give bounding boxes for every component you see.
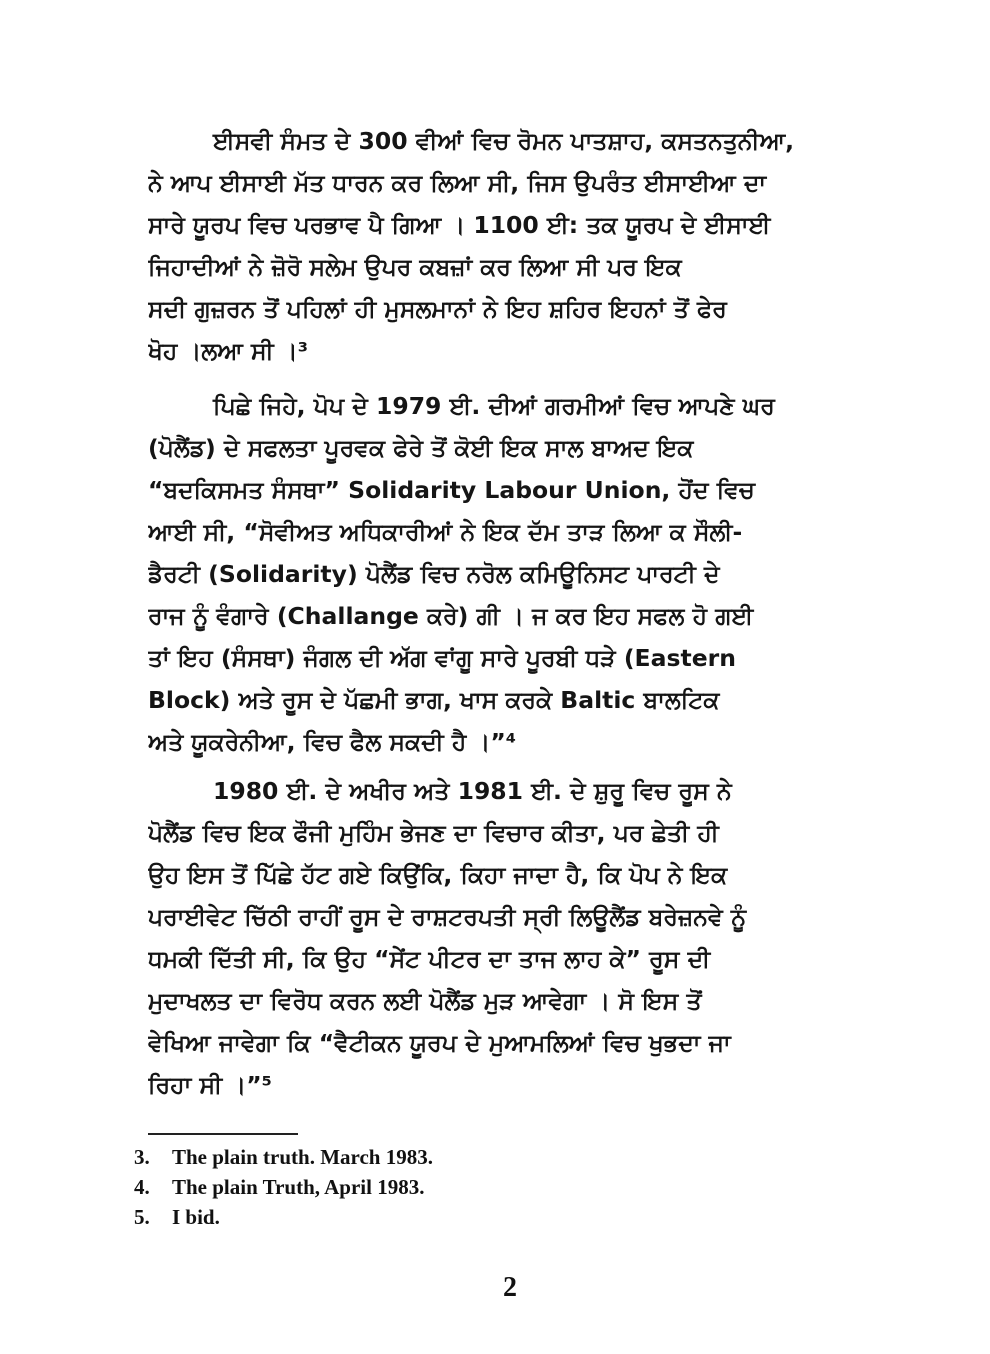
text-line: ਸਦੀ ਗੁਜ਼ਰਨ ਤੋਂ ਪਹਿਲਾਂ ਹੀ ਮੁਸਲਮਾਨਾਂ ਨੇ ਇਹ ਸ਼ਹਿਰ ਇਹਨਾਂ ਤੋਂ ਫੇਰ [148, 295, 727, 323]
page-number: 2 [503, 1272, 517, 1303]
text-line: Block) ਅਤੇ ਰੂਸ ਦੇ ਪੱਛਮੀ ਭਾਗ, ਖਾਸ ਕਰਕੇ Baltic ਬਾਲਟਿਕ [148, 686, 720, 714]
text-line: (ਪੋਲੈਂਡ) ਦੇ ਸਫਲਤਾ ਪੂਰਵਕ ਫੇਰੇ ਤੋਂ ਕੋਈ ਇਕ ਸਾਲ ਬਾਅਦ ਇਕ [148, 434, 694, 462]
footnote-number: 4. [134, 1175, 150, 1199]
text-line: ਪਿਛੇ ਜਿਹੇ, ਪੋਪ ਦੇ 1979 ਈ. ਦੀਆਂ ਗਰਮੀਆਂ ਵਿਚ ਆਪਣੇ ਘਰ [213, 392, 775, 420]
text-line: ਧਮਕੀ ਦਿੱਤੀ ਸੀ, ਕਿ ਉਹ “ਸੇਂਟ ਪੀਟਰ ਦਾ ਤਾਜ ਲਾਹ ਕੇ” ਰੂਸ ਦੀ [148, 945, 711, 973]
text-line: ਖੋਹ ।ਲਆ ਸੀ ।³ [148, 337, 309, 365]
paragraph-2 [148, 385, 888, 763]
footnote [134, 1202, 634, 1232]
footnote-number: 5. [134, 1205, 150, 1229]
footnote-text: I bid. [172, 1205, 220, 1229]
footnote-text: The plain Truth, April 1983. [172, 1175, 425, 1199]
footnote-divider [148, 1133, 298, 1135]
footnotes [134, 1142, 634, 1232]
text-line: ਪੋਲੈਂਡ ਵਿਚ ਇਕ ਫੌਜੀ ਮੁਹਿੰਮ ਭੇਜਣ ਦਾ ਵਿਚਾਰ ਕੀਤਾ, ਪਰ ਛੇਤੀ ਹੀ [148, 819, 719, 847]
text-line: ਅਤੇ ਯੂਕਰੇਨੀਆ, ਵਿਚ ਫੈਲ ਸਕਦੀ ਹੈ ।”⁴ [148, 728, 517, 756]
text-line: ਈਸਵੀ ਸੰਮਤ ਦੇ 300 ਵੀਆਂ ਵਿਚ ਰੋਮਨ ਪਾਤਸ਼ਾਹ, ਕਸਤਨਤੁਨੀਆ, [213, 127, 795, 155]
text-line: ਮੁਦਾਖਲਤ ਦਾ ਵਿਰੋਧ ਕਰਨ ਲਈ ਪੋਲੈਂਡ ਮੁੜ ਆਵੇਗਾ । ਸੋ ਇਸ ਤੋਂ [148, 987, 702, 1015]
paragraph-3 [148, 770, 888, 1106]
paragraph-1 [148, 120, 888, 372]
text-line: ਡੈਰਟੀ (Solidarity) ਪੋਲੈਂਡ ਵਿਚ ਨਰੋਲ ਕਮਿਊਨਿਸਟ ਪਾਰਟੀ ਦੇ [148, 560, 720, 588]
text-line: ਰਾਜ ਨੂੰ ਵੰਗਾਰੇ (Challange ਕਰੇ) ਗੀ । ਜ ਕਰ ਇਹ ਸਫਲ ਹੋ ਗਈ [148, 602, 754, 630]
text-line: “ਬਦਕਿਸਮਤ ਸੰਸਥਾ” Solidarity Labour Union, ਹੋਂਦ ਵਿਚ [148, 476, 755, 504]
footnote-text: The plain truth. March 1983. [172, 1145, 433, 1169]
text-line: 1980 ਈ. ਦੇ ਅਖੀਰ ਅਤੇ 1981 ਈ. ਦੇ ਸ਼ੁਰੂ ਵਿਚ ਰੂਸ ਨੇ [213, 777, 732, 805]
text-line: ਰਿਹਾ ਸੀ ।”⁵ [148, 1071, 272, 1099]
text-line: ਪਰਾਈਵੇਟ ਚਿੱਠੀ ਰਾਹੀਂ ਰੂਸ ਦੇ ਰਾਸ਼ਟਰਪਤੀ ਸ੍ਰੀ ਲਿਊਲੈਂਡ ਬਰੇਜ਼ਨਵੇ ਨੂੰ [148, 903, 747, 931]
text-line: ਨੇ ਆਪ ਈਸਾਈ ਮੱਤ ਧਾਰਨ ਕਰ ਲਿਆ ਸੀ, ਜਿਸ ਉਪਰੰਤ ਈਸਾਈਆ ਦਾ [148, 169, 767, 197]
text-line: ਤਾਂ ਇਹ (ਸੰਸਥਾ) ਜੰਗਲ ਦੀ ਅੱਗ ਵਾਂਗੂ ਸਾਰੇ ਪੂਰਬੀ ਧੜੇ (Eastern [148, 644, 736, 672]
text-line: ਜਿਹਾਦੀਆਂ ਨੇ ਜ਼ੋਰੋ ਸਲੇਮ ਉਪਰ ਕਬਜ਼ਾਂ ਕਰ ਲਿਆ ਸੀ ਪਰ ਇਕ [148, 253, 682, 281]
footnote [134, 1172, 634, 1202]
text-line: ਆਈ ਸੀ, “ਸੋਵੀਅਤ ਅਧਿਕਾਰੀਆਂ ਨੇ ਇਕ ਦੱਮ ਤਾੜ ਲਿਆ ਕ ਸੌਲੀ- [148, 518, 743, 546]
footnote-number: 3. [134, 1145, 150, 1169]
text-line: ਸਾਰੇ ਯੂਰਪ ਵਿਚ ਪਰਭਾਵ ਪੈ ਗਿਆ । 1100 ਈ: ਤਕ ਯੂਰਪ ਦੇ ਈਸਾਈ [148, 211, 771, 239]
text-line: ਉਹ ਇਸ ਤੋਂ ਪਿੱਛੇ ਹੱਟ ਗਏ ਕਿਉਂਕਿ, ਕਿਹਾ ਜਾਦਾ ਹੈ, ਕਿ ਪੋਪ ਨੇ ਇਕ [148, 861, 728, 889]
text-line: ਵੇਖਿਆ ਜਾਵੇਗਾ ਕਿ “ਵੈਟੀਕਨ ਯੂਰਪ ਦੇ ਮੁਆਮਲਿਆਂ ਵਿਚ ਖੁਭਦਾ ਜਾ [148, 1029, 731, 1057]
footnote [134, 1142, 634, 1172]
